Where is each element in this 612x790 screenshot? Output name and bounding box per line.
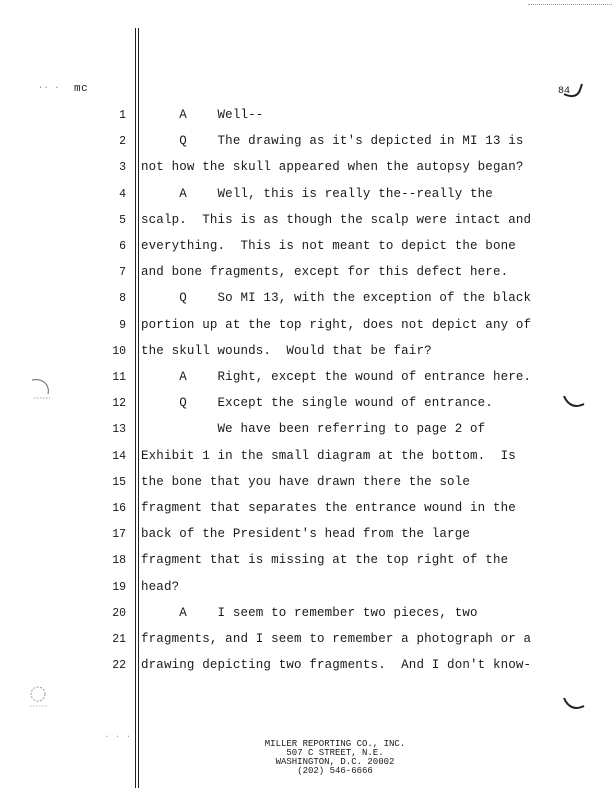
- line-number: 21: [112, 633, 126, 646]
- transcript-line-text: fragments, and I seem to remember a photograph or a: [141, 632, 532, 646]
- line-number: 10: [112, 345, 126, 358]
- top-right-dotted-rule: [528, 4, 612, 5]
- transcript-line-text: not how the skull appeared when the autopsy began?: [141, 160, 524, 174]
- transcript-line-text: back of the President's head from the large: [141, 527, 471, 541]
- line-number: 16: [112, 502, 126, 515]
- transcript-line-text: head?: [141, 580, 180, 594]
- line-number: 6: [119, 240, 126, 253]
- line-number: 3: [119, 161, 126, 174]
- line-number: 12: [112, 397, 126, 410]
- line-number: 19: [112, 581, 126, 594]
- transcript-line-text: A Well--: [141, 108, 264, 122]
- line-number: 9: [119, 319, 126, 332]
- line-number: 22: [112, 659, 126, 672]
- transcript-line-text: Q Except the single wound of entrance.: [141, 396, 493, 410]
- line-number: 18: [112, 554, 126, 567]
- left-margin-dots: ·· ·: [38, 83, 60, 93]
- transcript-line-text: portion up at the top right, does not depict any of: [141, 318, 532, 332]
- line-number: 13: [112, 423, 126, 436]
- line-number: 17: [112, 528, 126, 541]
- transcript-line-text: everything. This is not meant to depict the bone: [141, 239, 516, 253]
- page-corner-bracket-icon: [556, 80, 586, 106]
- line-number: 8: [119, 292, 126, 305]
- margin-rule-outer: [135, 28, 136, 788]
- line-number: 1: [119, 109, 126, 122]
- transcript-line-text: A Right, except the wound of entrance here.: [141, 370, 532, 384]
- transcript-line-text: Q So MI 13, with the exception of the black: [141, 291, 532, 305]
- page-number: 84: [558, 86, 571, 97]
- transcript-line-text: scalp. This is as though the scalp were intact and: [141, 213, 532, 227]
- transcript-line-text: Exhibit 1 in the small diagram at the bottom. Is: [141, 449, 516, 463]
- footer-phone: (202) 546-6666: [297, 766, 373, 776]
- transcript-line-text: Q The drawing as it's depicted in MI 13 is: [141, 134, 524, 148]
- transcript-line-text: the skull wounds. Would that be fair?: [141, 344, 432, 358]
- transcript-line-text: and bone fragments, except for this defect here.: [141, 265, 509, 279]
- line-number: 2: [119, 135, 126, 148]
- footer-left-dots: · · ·: [104, 732, 132, 742]
- line-number: 14: [112, 450, 126, 463]
- right-margin-bracket-icon: [560, 392, 590, 414]
- right-margin-bracket-lower-icon: [560, 694, 590, 716]
- transcript-line-text: the bone that you have drawn there the sole: [141, 475, 471, 489]
- footer-city: WASHINGTON, D.C. 20002: [275, 757, 395, 767]
- margin-rule-inner: [138, 28, 139, 788]
- transcript-line-text: We have been referring to page 2 of: [141, 422, 486, 436]
- punch-hole-mark-icon: [24, 372, 60, 408]
- line-number: 15: [112, 476, 126, 489]
- transcript-line-text: fragment that is missing at the top right of the: [141, 553, 509, 567]
- reporter-initials: mc: [74, 83, 89, 95]
- transcript-line-text: A Well, this is really the--really the: [141, 187, 493, 201]
- line-number: 11: [112, 371, 126, 384]
- transcript-line-text: A I seem to remember two pieces, two: [141, 606, 478, 620]
- transcript-line-text: fragment that separates the entrance wound in the: [141, 501, 516, 515]
- transcript-line-text: drawing depicting two fragments. And I don't know-: [141, 658, 532, 672]
- line-number: 20: [112, 607, 126, 620]
- footer-street: 507 C STREET, N.E.: [286, 748, 384, 758]
- footer-company: MILLER REPORTING CO., INC.: [264, 739, 406, 749]
- punch-hole-lower-icon: [24, 682, 56, 714]
- line-number: 4: [119, 188, 126, 201]
- line-number: 7: [119, 266, 126, 279]
- line-number: 5: [119, 214, 126, 227]
